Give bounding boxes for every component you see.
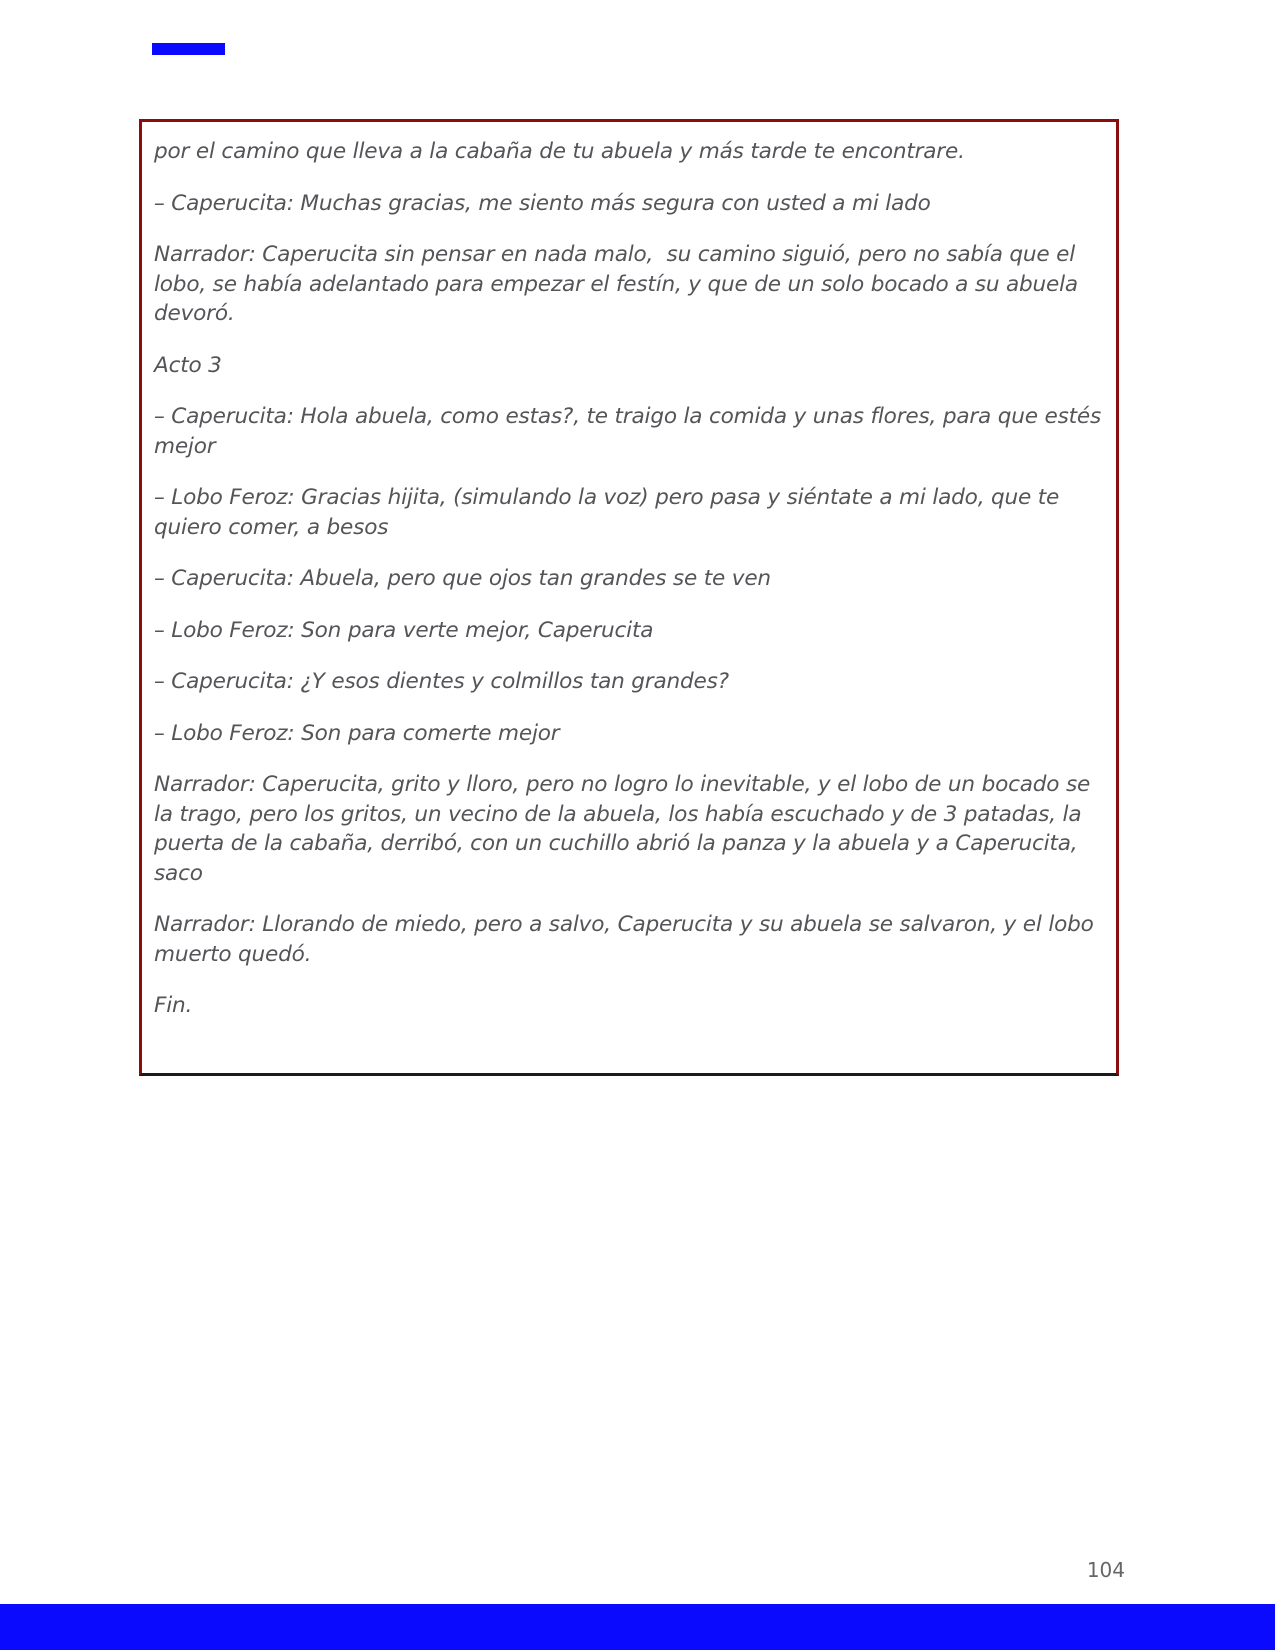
paragraph-narrator-3: Narrador: Llorando de miedo, pero a salvo, Caperucita y su abuela se salvaron, y el lobo muerto quedó. — [154, 912, 1101, 967]
page-number: 104 — [1086, 1558, 1125, 1582]
paragraph-caperucita-teeth: – Caperucita: ¿Y esos dientes y colmillos tan grandes? — [154, 669, 729, 694]
paragraph-caperucita-greeting: – Caperucita: Hola abuela, como estas?, te traigo la comida y unas flores, para que estés mejor — [154, 404, 1108, 459]
footer-accent-bar — [0, 1604, 1275, 1650]
paragraph-lobo-reply-2: – Lobo Feroz: Son para verte mejor, Caperucita — [154, 617, 654, 643]
paragraph-narrator-1: Narrador: Caperucita sin pensar en nada malo, su camino siguió, pero no sabía que el lobo, se había adelantado para empezar el festín, y que de un solo bocado a su abuela devoró. — [154, 242, 1085, 326]
paragraph-caperucita-thanks: – Caperucita: Muchas gracias, me siento más segura con usted a mi lado — [154, 190, 931, 216]
paragraph-narrator-2: Narrador: Caperucita, grito y lloro, pero no logro lo inevitable, y el lobo de un bocado se la trago, pero los gritos, un vecino de la abuela, los había escuchado y de 3 patadas, la puerta de la cabaña, derribó, con un cuchillo abrió la panza y la abuela y a Caperucita, saco — [154, 772, 1097, 886]
paragraph-intro: por el camino que lleva a la cabaña de tu abuela y más tarde te encontrare. — [154, 139, 965, 164]
paragraph-end: Fin. — [154, 993, 193, 1018]
act-heading: Acto 3 — [154, 352, 222, 378]
header-accent-bar — [152, 43, 225, 55]
paragraph-lobo-reply-3: – Lobo Feroz: Son para comerte mejor — [154, 720, 560, 746]
paragraph-lobo-reply-1: – Lobo Feroz: Gracias hijita, (simulando la voz) pero pasa y siéntate a mi lado, que te quiero comer, a besos — [154, 485, 1066, 540]
story-text-box — [139, 119, 1119, 1076]
paragraph-caperucita-eyes: – Caperucita: Abuela, pero que ojos tan grandes se te ven — [154, 566, 771, 591]
